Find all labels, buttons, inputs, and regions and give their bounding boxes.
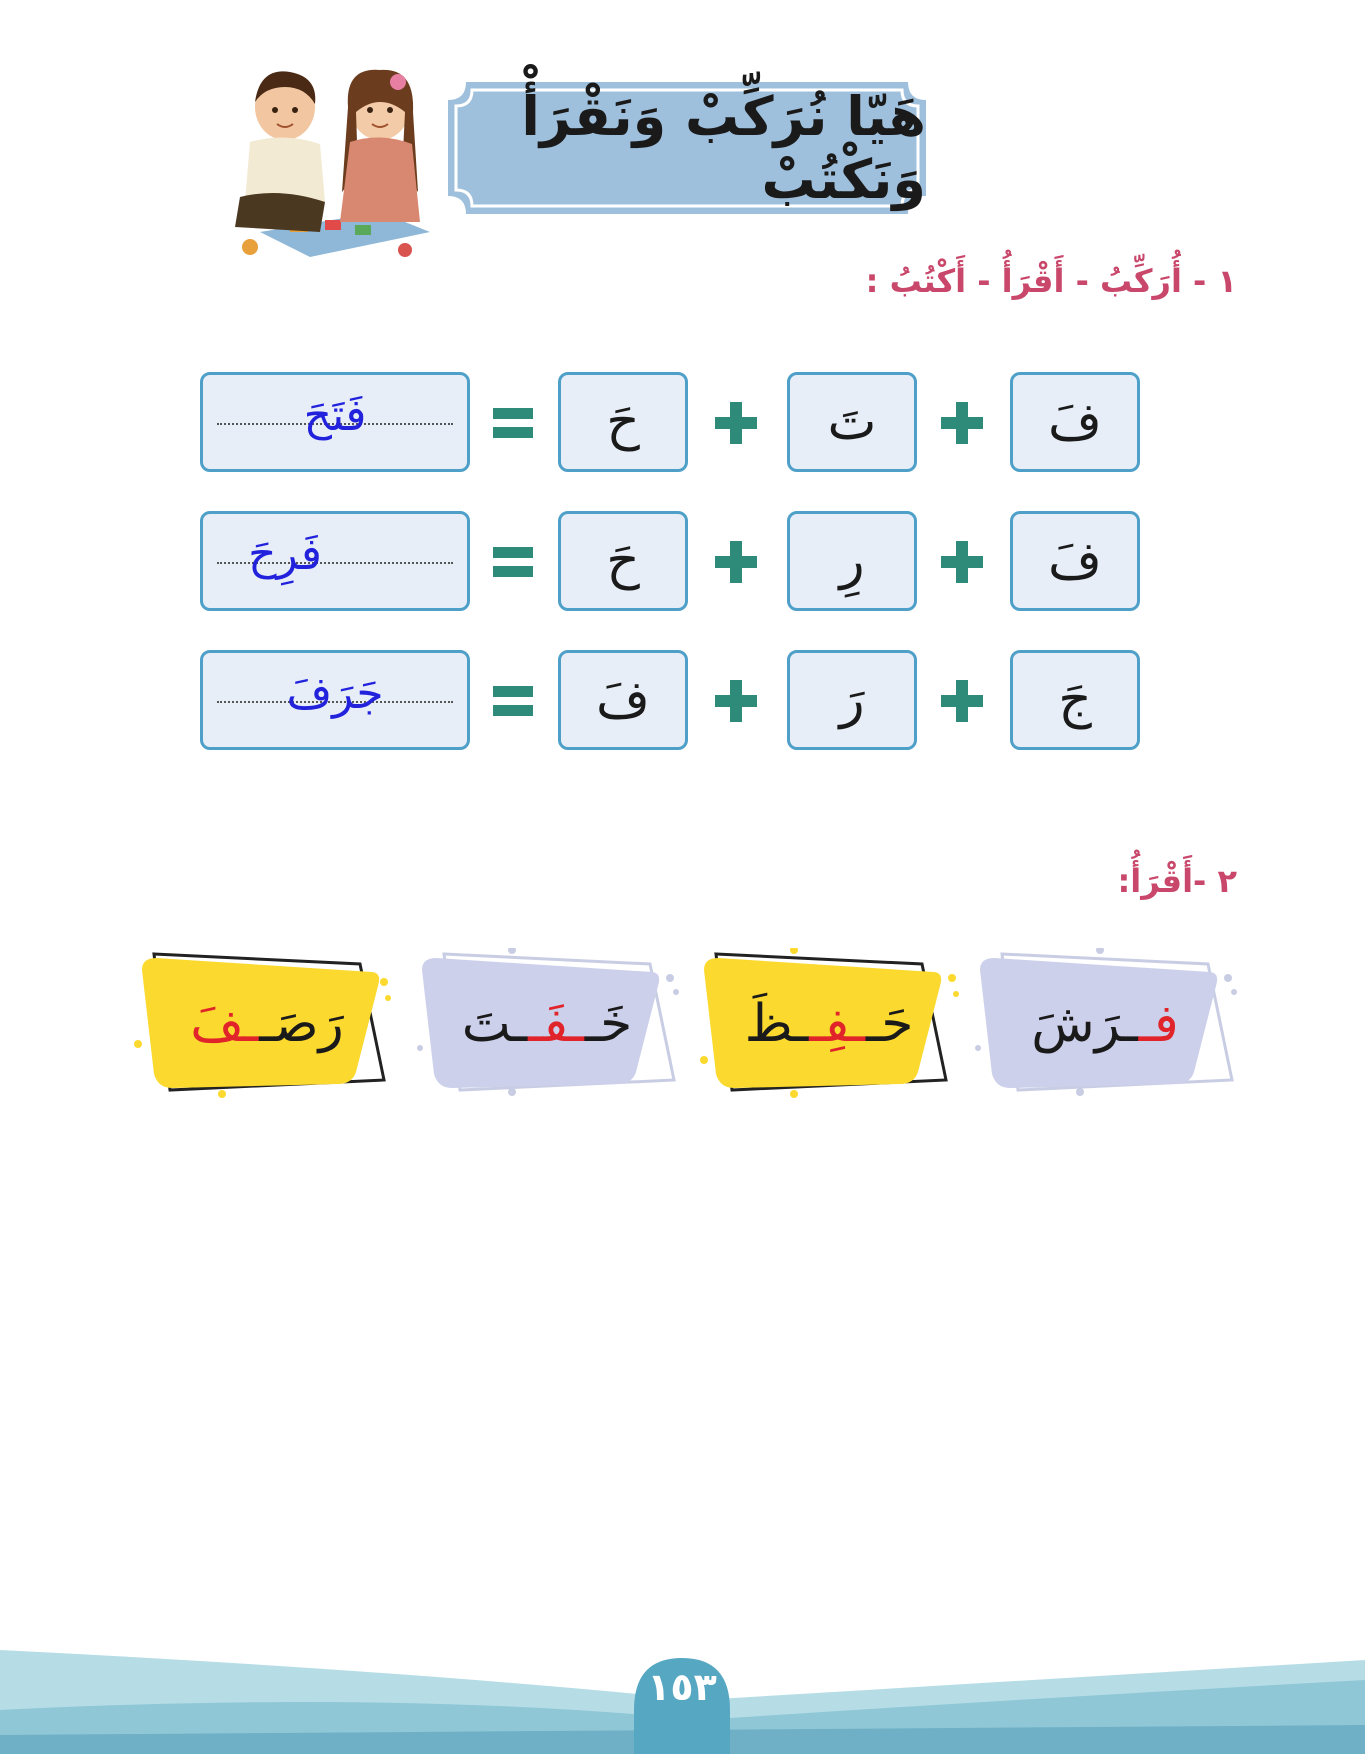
- equals-icon: [490, 400, 536, 446]
- word-card: [694, 948, 964, 1098]
- card-word: حَــفِــظَ: [744, 994, 914, 1054]
- answer-word: جَرَفَ: [286, 667, 384, 719]
- answer-word: فَرِحَ: [248, 528, 322, 580]
- letter-box: رِ: [787, 511, 917, 611]
- section-1-title: ١ - أُرَكِّبُ - أَقْرَأُ - أَكْتُبُ :: [865, 262, 1237, 300]
- answer-word: فَتَحَ: [303, 389, 367, 441]
- equals-icon: [490, 539, 536, 585]
- word-card: [412, 948, 682, 1098]
- equation-row: [200, 511, 1142, 615]
- answer-box[interactable]: [200, 372, 470, 472]
- plus-icon: [939, 539, 985, 585]
- letter-box: فَ: [558, 650, 688, 750]
- card-word: خَــفَــتَ: [461, 994, 633, 1054]
- letter-box: رَ: [787, 650, 917, 750]
- equation-row: [200, 650, 1142, 754]
- section-2-title: ٢ -أَقْرَأُ:: [1117, 862, 1237, 900]
- letter-box: تَ: [787, 372, 917, 472]
- answer-box[interactable]: [200, 650, 470, 750]
- letter-box: حَ: [558, 372, 688, 472]
- page-title: هَيّا نُرَكِّبْ وَنَقْرَأْ وَنَكْتُبْ: [521, 85, 926, 211]
- letter-box: جَ: [1010, 650, 1140, 750]
- equals-icon: [490, 678, 536, 724]
- card-word: فــرَشَ: [1031, 994, 1179, 1054]
- equation-row: [200, 372, 1142, 476]
- word-card: [132, 948, 402, 1098]
- letter-box: فَ: [1010, 511, 1140, 611]
- plus-icon: [713, 400, 759, 446]
- plus-icon: [713, 678, 759, 724]
- plus-icon: [939, 678, 985, 724]
- plus-icon: [713, 539, 759, 585]
- letter-box: حَ: [558, 511, 688, 611]
- page-number: ١٥٣: [647, 1665, 717, 1709]
- letter-box: فَ: [1010, 372, 1140, 472]
- kids-puzzle-illustration: [230, 62, 445, 262]
- plus-icon: [939, 400, 985, 446]
- card-word: رَصَــفَ: [190, 994, 344, 1054]
- answer-box[interactable]: [200, 511, 470, 611]
- word-card: [970, 948, 1240, 1098]
